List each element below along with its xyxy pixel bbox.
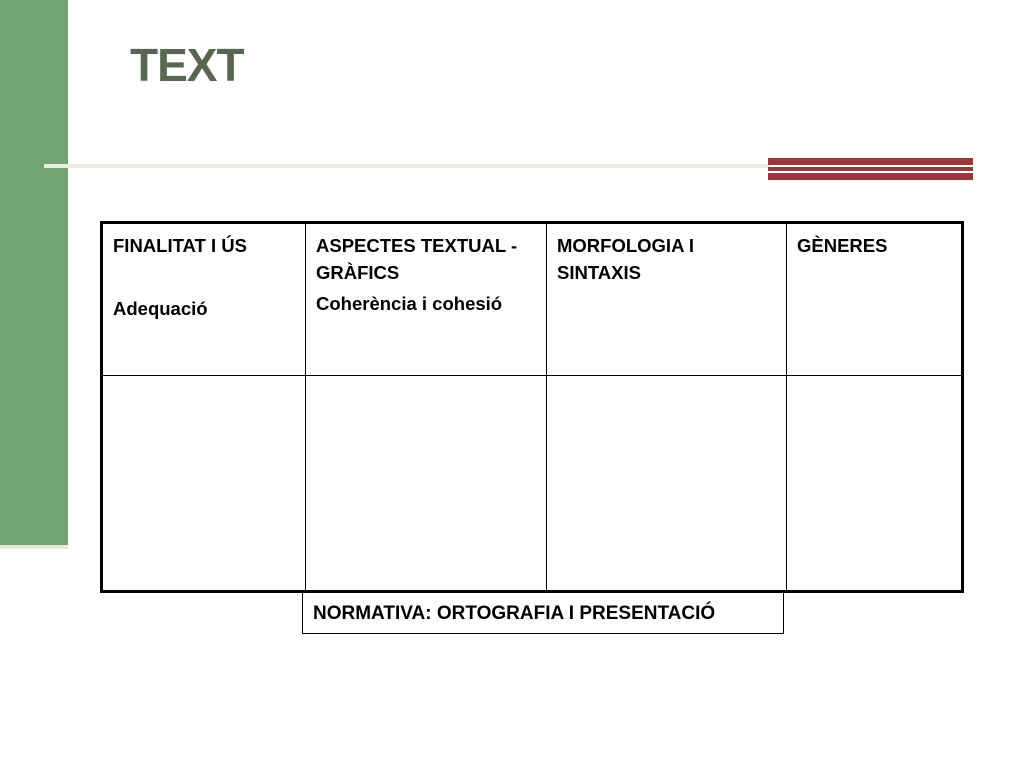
table-header-row [102,223,963,376]
accent-stripe [768,173,973,180]
side-accent-bar [0,0,68,545]
table-cell [102,376,306,592]
header-cell-morfologia [547,223,787,376]
accent-stripes [768,158,973,180]
header-cell-title: GÈNERES [797,235,888,256]
table-cell [306,376,547,592]
table-body-row [102,376,963,592]
header-cell-finalitat [102,223,306,376]
slide-title: TEXT [130,39,244,91]
title-divider-line [44,164,770,168]
side-accent-bar-shadow [0,545,68,549]
content-table [100,221,964,593]
header-cell-title: MORFOLOGIA I SINTAXIS [557,235,695,283]
header-cell-generes [787,223,963,376]
accent-stripe [768,167,973,171]
header-cell-aspectes [306,223,547,376]
header-cell-title: FINALITAT I ÚS [113,235,247,256]
header-cell-title: ASPECTES TEXTUAL - GRÀFICS [316,235,518,283]
header-cell-subtitle: Coherència i cohesió [316,293,503,314]
normativa-box: NORMATIVA: ORTOGRAFIA I PRESENTACIÓ [302,592,784,634]
header-cell-subtitle: Adequació [113,298,208,319]
table-cell [787,376,963,592]
accent-stripe [768,158,973,165]
table-cell [547,376,787,592]
